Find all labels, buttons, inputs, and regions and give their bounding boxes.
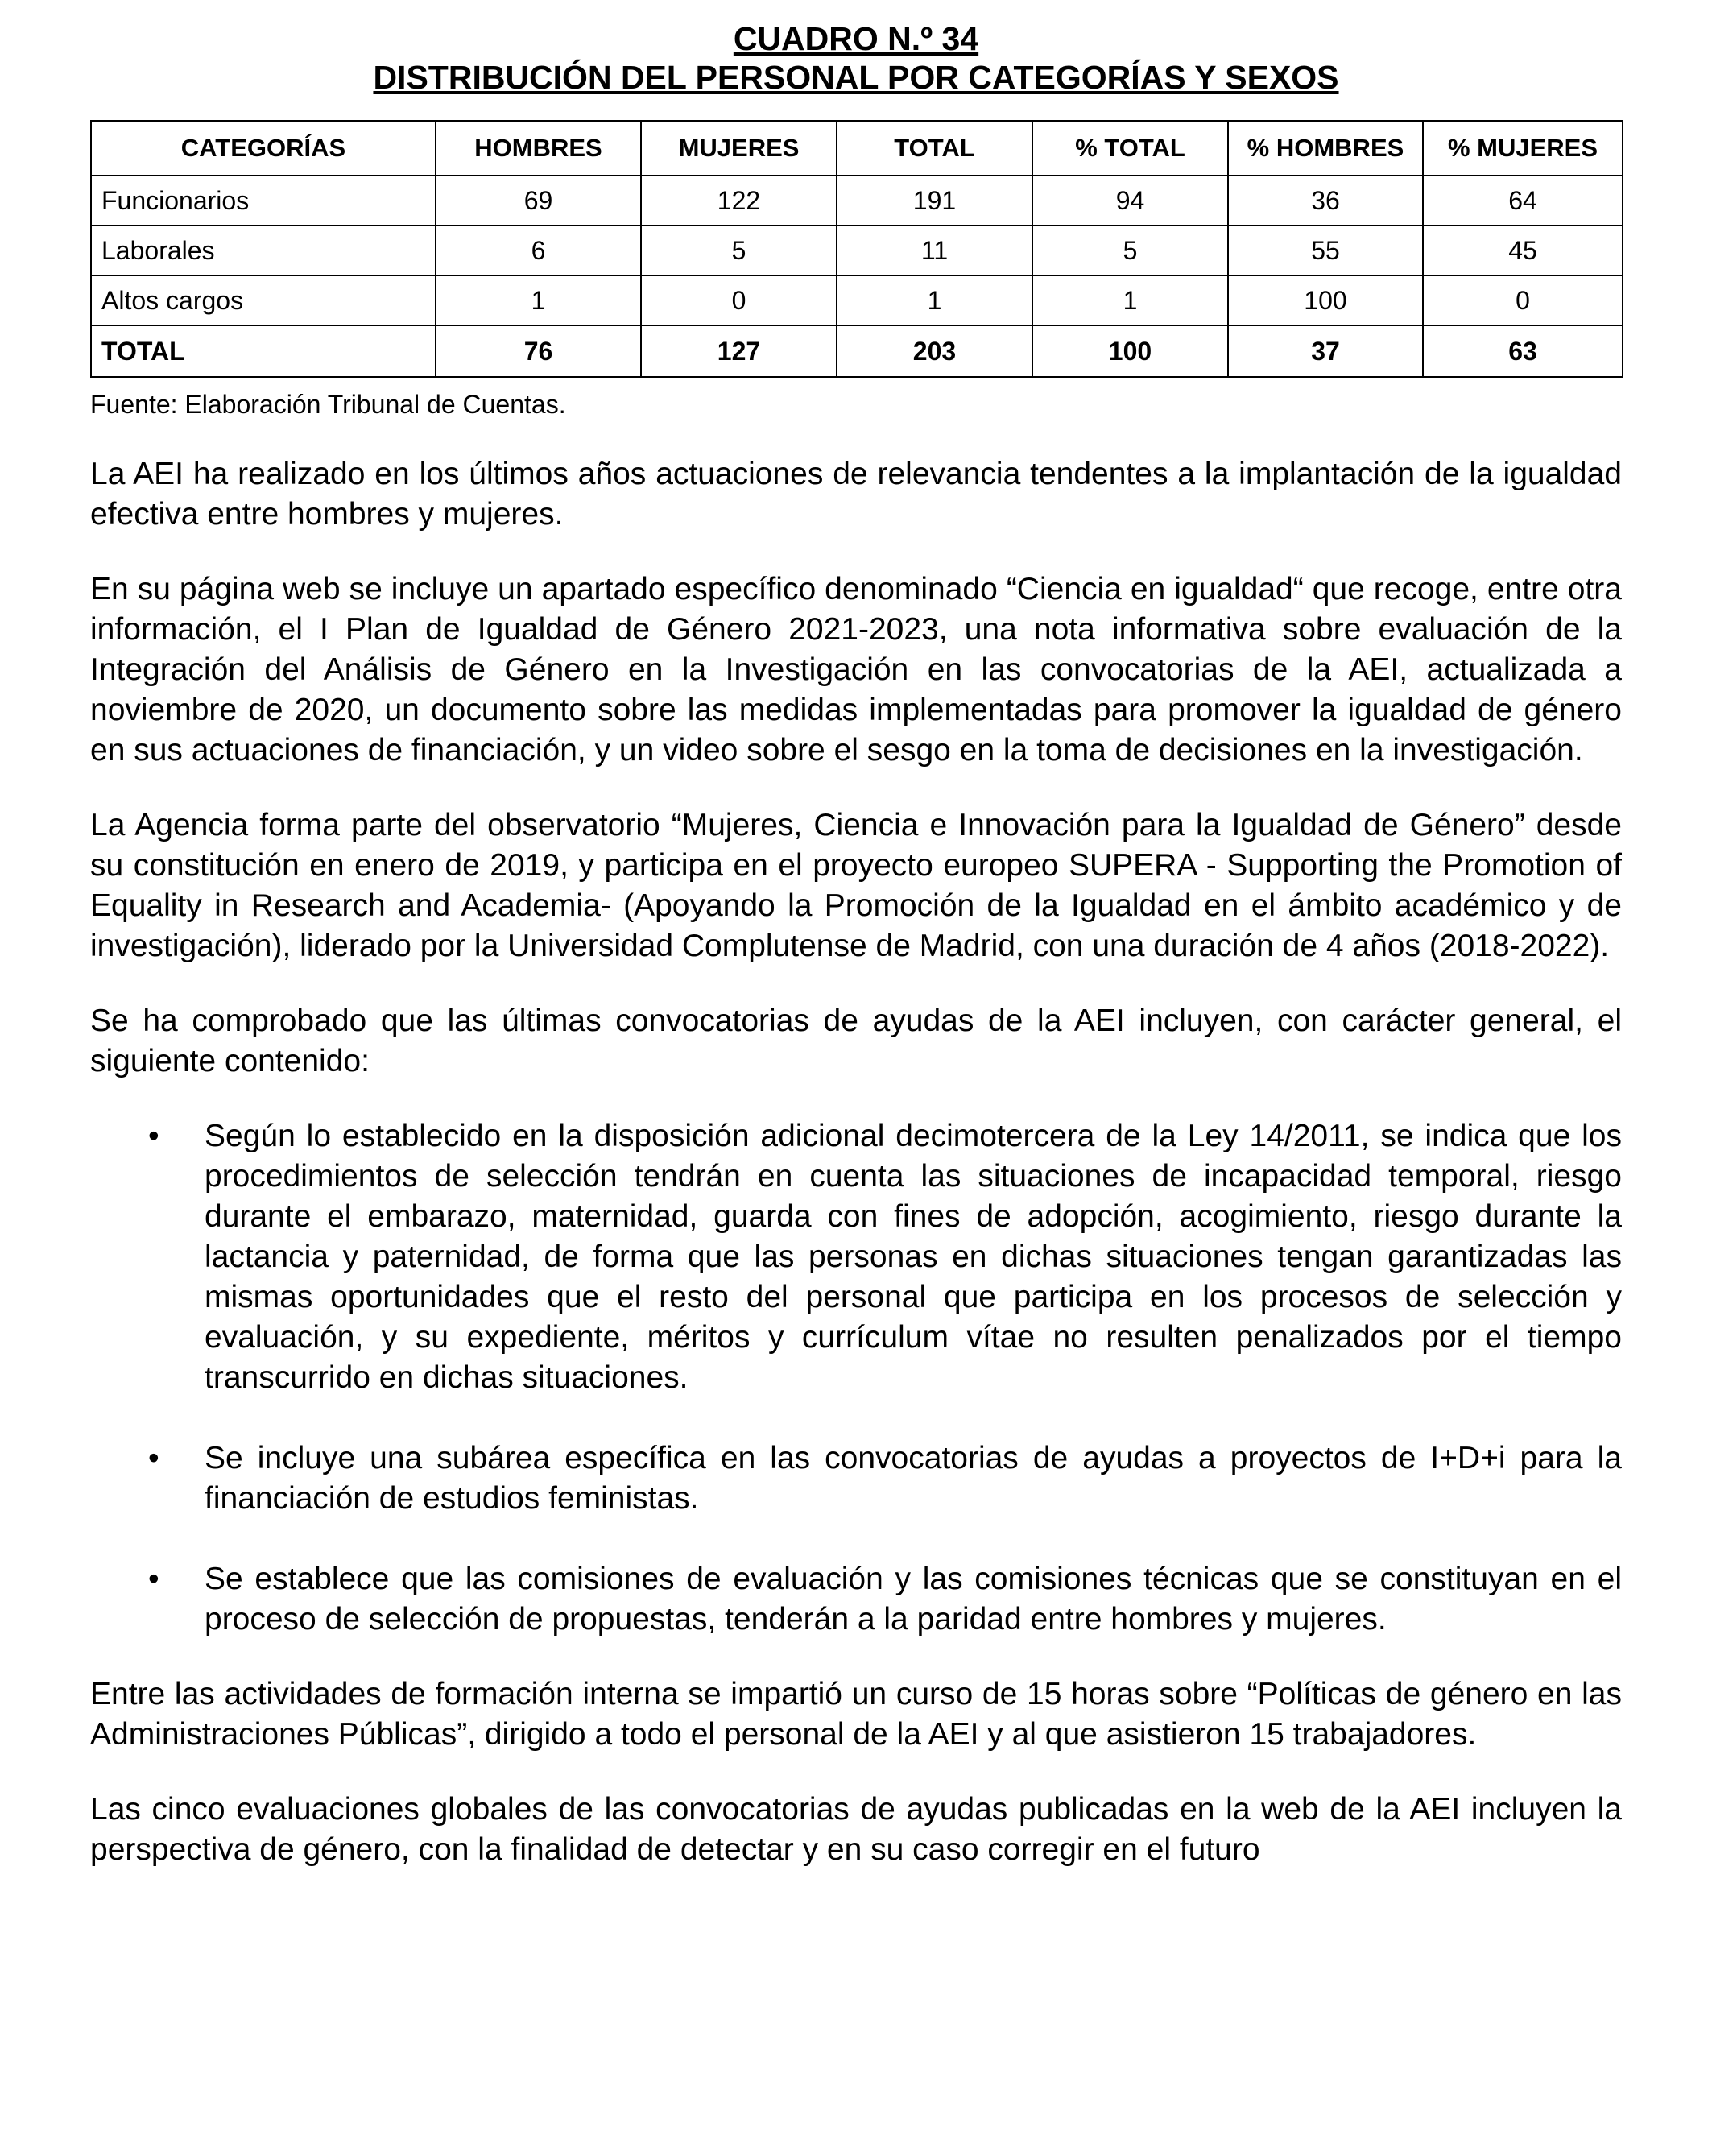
table-cell: 36 [1228, 176, 1423, 226]
bullet-icon: • [148, 1441, 159, 1475]
table-cell: 127 [641, 325, 837, 377]
table-cell: 69 [436, 176, 641, 226]
table-cell: 5 [641, 226, 837, 275]
header-categorias: CATEGORÍAS [91, 121, 436, 176]
list-item [90, 1116, 1622, 1398]
table-header-row [91, 121, 1623, 176]
list-item-text: Se incluye una subárea específica en las convocatorias de ayudas a proyectos de I+D+i para la financiación de estudios feministas. [205, 1441, 1622, 1516]
table-cell: 55 [1228, 226, 1423, 275]
bullet-icon: • [148, 1119, 159, 1153]
paragraph-1: La AEI ha realizado en los últimos años actuaciones de relevancia tendentes a la implantación de la igualdad efectiva entre hombres y mujeres. [90, 457, 1622, 532]
table-cell: 64 [1423, 176, 1623, 226]
table-cell: 0 [1423, 275, 1623, 325]
list-item-text: Se establece que las comisiones de evaluación y las comisiones técnicas que se constituyan en el proceso de selección de propuestas, tenderán a la paridad entre hombres y mujeres. [205, 1562, 1622, 1637]
header-pct-mujeres: % MUJERES [1423, 121, 1623, 176]
title-line-1: CUADRO N.º 34 [733, 20, 979, 57]
table-cell: 63 [1423, 325, 1623, 377]
table-row [91, 226, 1623, 275]
table-cell: 94 [1032, 176, 1228, 226]
table-cell: Funcionarios [91, 176, 436, 226]
table-cell: Altos cargos [91, 275, 436, 325]
table-cell: 76 [436, 325, 641, 377]
title-line-2: DISTRIBUCIÓN DEL PERSONAL POR CATEGORÍAS Y SEXOS [373, 59, 1339, 96]
header-pct-hombres: % HOMBRES [1228, 121, 1423, 176]
table-cell: 203 [837, 325, 1032, 377]
bullet-icon: • [148, 1562, 159, 1596]
header-hombres: HOMBRES [436, 121, 641, 176]
table-row [91, 275, 1623, 325]
bullet-list [90, 1116, 1622, 1640]
header-pct-total: % TOTAL [1032, 121, 1228, 176]
personnel-table [90, 120, 1623, 378]
paragraph-3: La Agencia forma parte del observatorio “Mujeres, Ciencia e Innovación para la Igualdad de Género” desde su constitución en enero de 2019, y participa en el proyecto europeo SUPERA - Supporting the Promotion of Equality in Research and Academia- (Apoyando la Promoción de la Igualdad en el ámbito académico y de investigación), liderado por la Universidad Complutense de Madrid, con una duración de 4 años (2018-2022). [90, 808, 1622, 963]
table-cell: 100 [1228, 275, 1423, 325]
paragraph-5: Entre las actividades de formación interna se impartió un curso de 15 horas sobre “Políticas de género en las Administraciones Públicas”, dirigido a todo el personal de la AEI y al que asistieron 15 trabajadores. [90, 1677, 1622, 1752]
document-page [90, 19, 1622, 1870]
paragraph-4: Se ha comprobado que las últimas convocatorias de ayudas de la AEI incluyen, con carácter general, el siguiente contenido: [90, 1004, 1622, 1078]
header-total: TOTAL [837, 121, 1032, 176]
header-mujeres: MUJERES [641, 121, 837, 176]
table-cell: 11 [837, 226, 1032, 275]
table-cell: 100 [1032, 325, 1228, 377]
table-source-note: Fuente: Elaboración Tribunal de Cuentas. [90, 390, 566, 419]
list-item-text: Según lo establecido en la disposición adicional decimotercera de la Ley 14/2011, se indica que los procedimientos de selección tendrán en cuenta las situaciones de incapacidad temporal, riesgo durante el embarazo, maternidad, guarda con fines de adopción, acogimiento, riesgo durante la lactancia y paternidad, de forma que las personas en dichas situaciones tengan garantizadas las mismas oportunidades que el resto del personal que participa en los procesos de selección y evaluación, y su expediente, méritos y currículum vítae no resulten penalizados por el tiempo transcurrido en dichas situaciones. [205, 1119, 1622, 1395]
table-cell: 191 [837, 176, 1032, 226]
table-total-row [91, 325, 1623, 377]
table-cell: 122 [641, 176, 837, 226]
list-item [90, 1559, 1622, 1640]
list-item [90, 1438, 1622, 1519]
table-cell: 37 [1228, 325, 1423, 377]
table-cell: 5 [1032, 226, 1228, 275]
table-cell: 1 [1032, 275, 1228, 325]
table-cell: 1 [436, 275, 641, 325]
table-cell: 45 [1423, 226, 1623, 275]
table-title [90, 19, 1622, 97]
table-cell: Laborales [91, 226, 436, 275]
table-cell: TOTAL [91, 325, 436, 377]
paragraph-6: Las cinco evaluaciones globales de las convocatorias de ayudas publicadas en la web de la AEI incluyen la perspectiva de género, con la finalidad de detectar y en su caso corregir en el futuro [90, 1792, 1622, 1867]
table-cell: 1 [837, 275, 1032, 325]
table-row [91, 176, 1623, 226]
table-cell: 0 [641, 275, 837, 325]
paragraph-2: En su página web se incluye un apartado específico denominado “Ciencia en igualdad“ que recoge, entre otra información, el I Plan de Igualdad de Género 2021-2023, una nota informativa sobre evaluación de la Integración del Análisis de Género en la Investigación en las convocatorias de la AEI, actualizada a noviembre de 2020, un documento sobre las medidas implementadas para promover la igualdad de género en sus actuaciones de financiación, y un video sobre el sesgo en la toma de decisiones en la investigación. [90, 572, 1622, 768]
table-cell: 6 [436, 226, 641, 275]
